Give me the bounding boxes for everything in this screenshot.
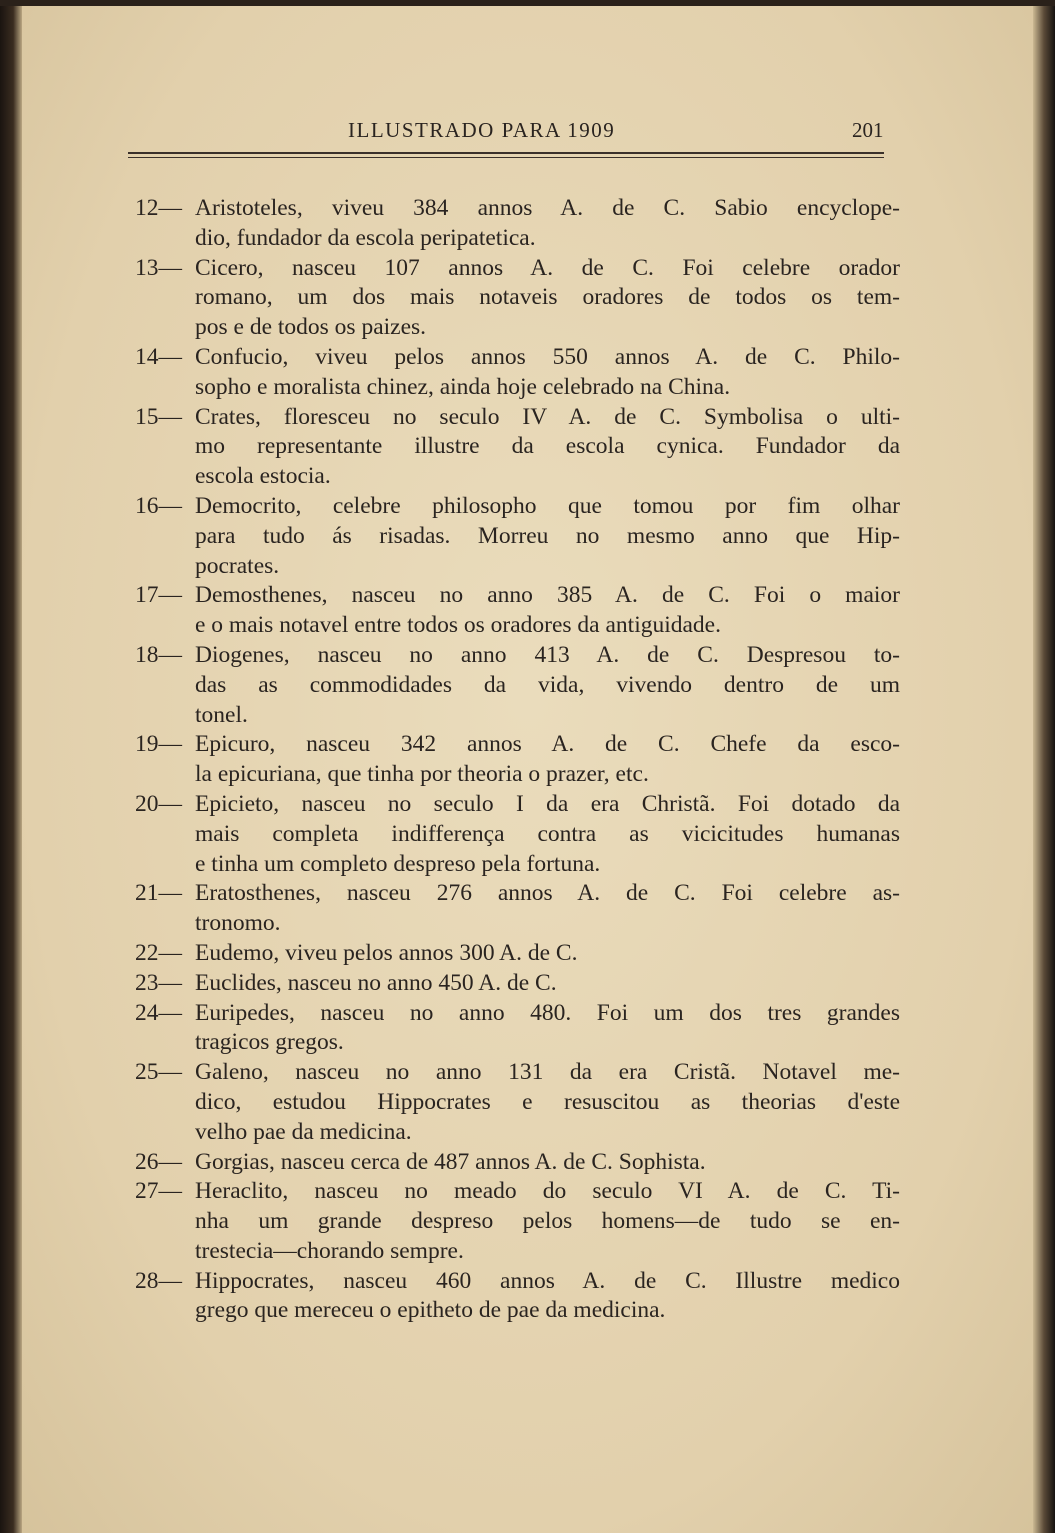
page-top-edge: [0, 0, 1055, 6]
entry-text: e tinha um completo despreso pela fortuna.: [195, 850, 601, 877]
indent: [135, 1028, 195, 1058]
entry-text: mais completa indifferença contra as vicicitudes humanas: [195, 820, 900, 847]
entry-line: [135, 730, 900, 760]
entry-number: 25—: [135, 1059, 182, 1086]
list-entry: [135, 641, 900, 730]
indent: [135, 760, 195, 790]
indent: [135, 1237, 195, 1267]
entry-text: velho pae da medicina.: [195, 1118, 412, 1145]
entry-line: [135, 1058, 900, 1088]
entry-line: [135, 701, 900, 731]
entry-line: [135, 522, 900, 552]
list-entry: [135, 730, 900, 790]
entry-text: tronomo.: [195, 910, 281, 937]
entry-text: Crates, floresceu no seculo IV A. de C. Symbolisa o ulti-: [195, 403, 900, 430]
entry-number: 27—: [135, 1178, 182, 1205]
entry-number: 24—: [135, 999, 182, 1026]
header-rule-thin: [128, 157, 884, 158]
entry-line: [135, 492, 900, 522]
page-edge: [1033, 0, 1055, 1533]
entry-line: [135, 611, 900, 641]
entry-text: para tudo ás risadas. Morreu no mesmo anno que Hip-: [195, 522, 900, 549]
indent: [135, 671, 195, 701]
page-number: 201: [852, 118, 884, 142]
entry-line: [135, 432, 900, 462]
entry-text: Demosthenes, nasceu no anno 385 A. de C. Foi o maior: [195, 582, 900, 609]
entry-text: Hippocrates, nasceu 460 annos A. de C. Illustre medico: [195, 1267, 900, 1294]
entry-line: [135, 581, 900, 611]
entry-text: grego que mereceu o epitheto de pae da medicina.: [195, 1297, 666, 1324]
entry-line: [135, 1207, 900, 1237]
entry-text: Eratosthenes, nasceu 276 annos A. de C. Foi celebre as-: [195, 880, 900, 907]
list-entry: [135, 879, 900, 939]
entry-text: Euclides, nasceu no anno 450 A. de C.: [195, 969, 557, 996]
entry-line: [135, 254, 900, 284]
indent: [135, 1118, 195, 1148]
indent: [135, 850, 195, 880]
entry-line: [135, 552, 900, 582]
entry-text: trestecia—chorando sempre.: [195, 1237, 464, 1264]
indent: [135, 611, 195, 641]
entry-line: [135, 1237, 900, 1267]
list-entry: [135, 343, 900, 403]
entry-line: [135, 1118, 900, 1148]
entry-line: [135, 462, 900, 492]
indent: [135, 1088, 195, 1118]
list-entry: [135, 1177, 900, 1266]
entry-line: [135, 224, 900, 254]
book-binding-edge: [0, 0, 22, 1533]
entry-text: das as commodidades da vida, vivendo dentro de um: [195, 671, 900, 698]
entry-text: Aristoteles, viveu 384 annos A. de C. Sabio encyclope-: [195, 195, 900, 221]
entry-number: 17—: [135, 582, 182, 609]
entry-line: [135, 820, 900, 850]
entry-list: [135, 194, 900, 1326]
entry-text: Gorgias, nasceu cerca de 487 annos A. de C. Sophista.: [195, 1148, 706, 1175]
entry-number: 22—: [135, 939, 182, 966]
header-rule: [128, 152, 884, 154]
list-entry: [135, 969, 900, 999]
list-entry: [135, 403, 900, 492]
list-entry: [135, 581, 900, 641]
list-entry: [135, 939, 900, 969]
entry-text: pos e de todos os paizes.: [195, 314, 427, 341]
entry-line: [135, 999, 900, 1029]
entry-number: 16—: [135, 492, 182, 519]
entry-number: 13—: [135, 254, 182, 281]
entry-text: romano, um dos mais notaveis oradores de todos os tem-: [195, 284, 900, 311]
entry-text: Cicero, nasceu 107 annos A. de C. Foi celebre orador: [195, 254, 900, 281]
entry-text: Heraclito, nasceu no meado do seculo VI A. de C. Ti-: [195, 1178, 900, 1205]
entry-line: [135, 403, 900, 433]
list-entry: [135, 1267, 900, 1327]
entry-text: Euripedes, nasceu no anno 480. Foi um dos tres grandes: [195, 999, 900, 1026]
entry-text: Galeno, nasceu no anno 131 da era Cristã. Notavel me-: [195, 1059, 900, 1086]
entry-number: 19—: [135, 731, 182, 758]
indent: [135, 432, 195, 462]
list-entry: [135, 254, 900, 343]
indent: [135, 909, 195, 939]
running-header: [0, 118, 1055, 148]
indent: [135, 522, 195, 552]
entry-number: 15—: [135, 403, 182, 430]
entry-number: 20—: [135, 790, 182, 817]
list-entry: [135, 1148, 900, 1178]
indent: [135, 224, 195, 254]
entry-text: Epicuro, nasceu 342 annos A. de C. Chefe da esco-: [195, 731, 900, 758]
entry-line: [135, 194, 900, 224]
entry-text: pocrates.: [195, 552, 280, 579]
entry-text: sopho e moralista chinez, ainda hoje celebrado na China.: [195, 373, 731, 400]
indent: [135, 313, 195, 343]
entry-text: dio, fundador da escola peripatetica.: [195, 224, 536, 251]
entry-line: [135, 1088, 900, 1118]
entry-line: [135, 313, 900, 343]
entry-text: e o mais notavel entre todos os oradores da antiguidade.: [195, 612, 721, 639]
entry-line: [135, 1028, 900, 1058]
entry-text: Democrito, celebre philosopho que tomou por fim olhar: [195, 492, 900, 519]
indent: [135, 1296, 195, 1326]
entry-text: escola estocia.: [195, 463, 331, 490]
entry-text: mo representante illustre da escola cynica. Fundador da: [195, 433, 900, 460]
indent: [135, 462, 195, 492]
entry-text: la epicuriana, que tinha por theoria o prazer, etc.: [195, 761, 649, 788]
indent: [135, 1207, 195, 1237]
entry-line: [135, 1177, 900, 1207]
entry-line: [135, 343, 900, 373]
entry-text: nha um grande despreso pelos homens—de tudo se en-: [195, 1208, 900, 1235]
entry-line: [135, 1296, 900, 1326]
list-entry: [135, 1058, 900, 1147]
list-entry: [135, 492, 900, 581]
list-entry: [135, 999, 900, 1059]
entry-text: Diogenes, nasceu no anno 413 A. de C. Despresou to-: [195, 641, 900, 668]
entry-text: Epicieto, nasceu no seculo I da era Christã. Foi dotado da: [195, 790, 900, 817]
entry-text: Eudemo, viveu pelos annos 300 A. de C.: [195, 939, 578, 966]
entry-line: [135, 790, 900, 820]
indent: [135, 552, 195, 582]
entry-line: [135, 879, 900, 909]
indent: [135, 373, 195, 403]
entry-line: [135, 283, 900, 313]
indent: [135, 701, 195, 731]
entry-line: [135, 939, 900, 969]
entry-line: [135, 760, 900, 790]
list-entry: [135, 790, 900, 879]
entry-number: 28—: [135, 1267, 182, 1294]
indent: [135, 820, 195, 850]
entry-text: tragicos gregos.: [195, 1029, 344, 1056]
entry-text: dico, estudou Hippocrates e resuscitou as theorias d'este: [195, 1088, 900, 1115]
entry-text: tonel.: [195, 701, 248, 728]
entry-line: [135, 671, 900, 701]
entry-line: [135, 1267, 900, 1297]
entry-line: [135, 969, 900, 999]
entry-number: 18—: [135, 641, 182, 668]
entry-line: [135, 909, 900, 939]
entry-number: 23—: [135, 969, 182, 996]
entry-line: [135, 1148, 900, 1178]
entry-line: [135, 373, 900, 403]
indent: [135, 283, 195, 313]
entry-number: 21—: [135, 880, 182, 907]
entry-number: 14—: [135, 343, 182, 370]
entry-text: Confucio, viveu pelos annos 550 annos A. de C. Philo-: [195, 343, 900, 370]
header-title: ILLUSTRADO PARA 1909: [348, 118, 616, 142]
list-entry: [135, 194, 900, 254]
entry-line: [135, 641, 900, 671]
entry-number: 26—: [135, 1148, 182, 1175]
entry-line: [135, 850, 900, 880]
entry-number: 12—: [135, 195, 182, 221]
